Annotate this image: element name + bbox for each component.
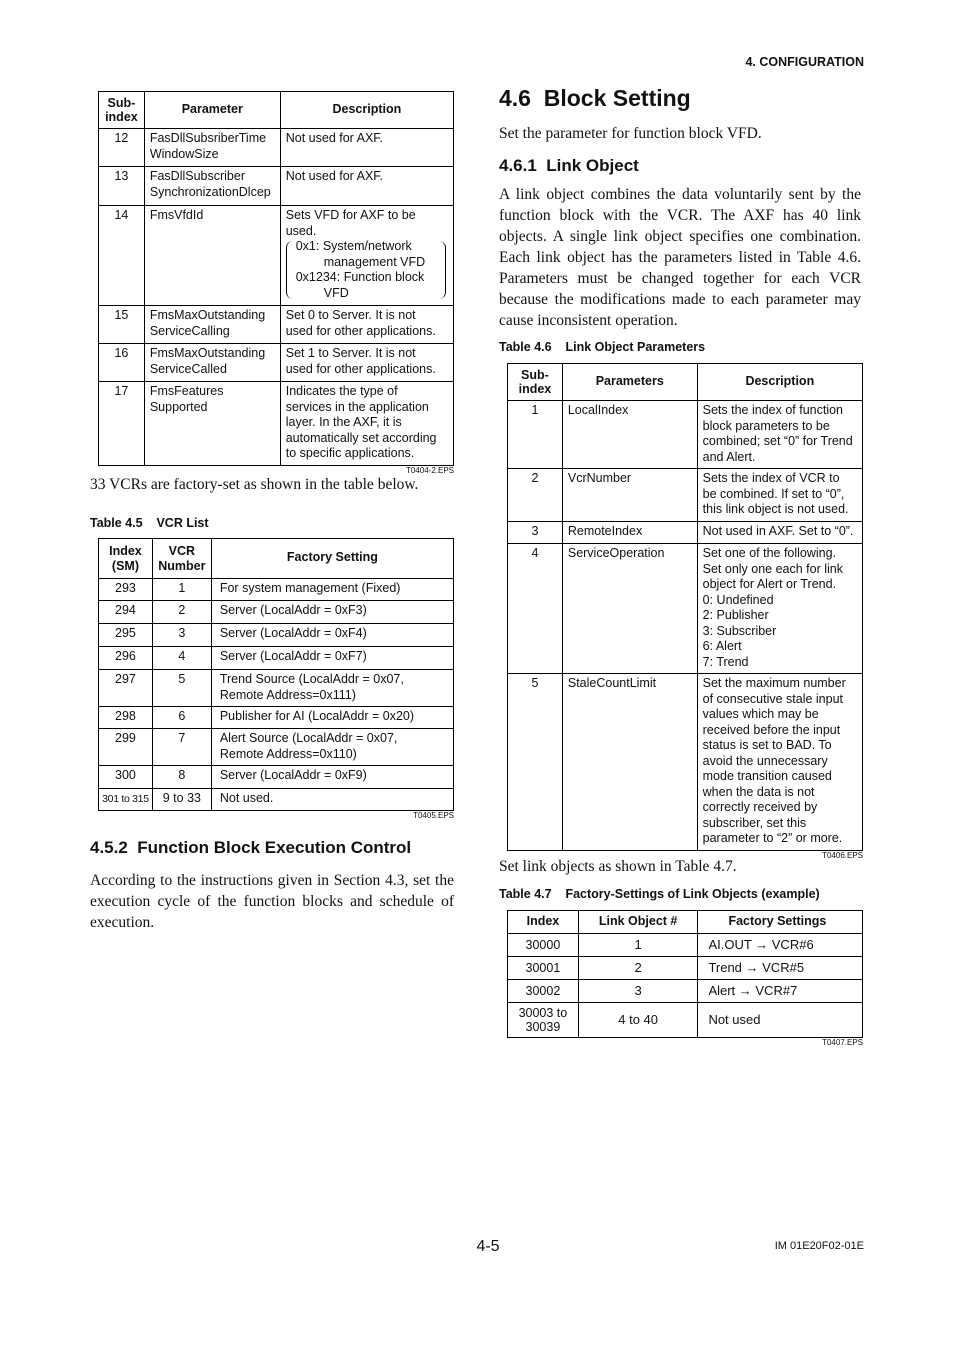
table-cell: 9 to 33 xyxy=(152,789,211,811)
column-header: Factory Settings xyxy=(698,911,863,934)
eps-label: T0405.EPS xyxy=(413,811,454,820)
table-cell: 299 xyxy=(99,729,153,766)
table-cell: FmsMaxOutstanding ServiceCalled xyxy=(144,344,280,382)
table-cell: 3 xyxy=(508,522,563,544)
table-cell: ServiceOperation xyxy=(562,544,697,674)
table-cell: FmsMaxOutstanding ServiceCalling xyxy=(144,306,280,344)
table-cell: 295 xyxy=(99,624,153,647)
table-row xyxy=(99,766,454,789)
table-cell: Set the maximum number of consecutive stale input values which may be received before the input status is set to BAD. To avoid the unnecessary mode transition caused when the data is not correctly received by subscriber, set this parameter to “2” or more. xyxy=(697,674,862,851)
table-vcr-list xyxy=(98,538,454,820)
table-row xyxy=(508,1003,863,1038)
table-cell: 2 xyxy=(152,601,211,624)
table-cell: StaleCountLimit xyxy=(562,674,697,851)
table-link-object-factory-settings xyxy=(507,910,863,1047)
table-row xyxy=(99,707,454,729)
eps-label: T0404-2.EPS xyxy=(405,465,454,475)
eps-label: T0407.EPS xyxy=(822,1038,863,1047)
table-cell: VcrNumber xyxy=(562,469,697,522)
column-header: Parameter xyxy=(144,92,280,129)
table-row xyxy=(99,206,454,306)
table-cell: 15 xyxy=(99,306,145,344)
vfd-options xyxy=(286,239,448,301)
column-header: Sub- index xyxy=(508,364,563,401)
table-cell: 1 xyxy=(578,934,698,957)
table-cell: Sets the index of function block parameters to be combined; set “0” for Trend and Alert. xyxy=(697,401,862,469)
table-row xyxy=(99,647,454,670)
table-caption: Table 4.5 VCR List xyxy=(90,516,209,530)
table-row xyxy=(99,579,454,601)
table-row xyxy=(99,167,454,206)
table-cell: 5 xyxy=(508,674,563,851)
table-cell: 2 xyxy=(578,957,698,980)
table-row xyxy=(99,306,454,344)
table-cell: FasDllSubsriberTime WindowSize xyxy=(144,129,280,167)
table-cell: Indicates the type of services in the application layer. In the AXF, it is automatically set according to specific applications. xyxy=(280,382,453,466)
page-number: 4-5 xyxy=(476,1238,500,1255)
option-line: 0x1234: Function block xyxy=(295,270,425,284)
table-cell: 1 xyxy=(152,579,211,601)
link-intro-text: Set link objects as shown in Table 4.7. xyxy=(499,858,737,875)
table-row xyxy=(99,129,454,167)
table-cell: Not used xyxy=(698,1003,863,1038)
table-cell: 12 xyxy=(99,129,145,167)
table-row xyxy=(508,469,863,522)
table-cell: FmsFeatures Supported xyxy=(144,382,280,466)
table-caption: Table 4.6 Link Object Parameters xyxy=(499,340,706,354)
table-cell: 13 xyxy=(99,167,145,206)
table-cell: Server (LocalAddr = 0xF9) xyxy=(211,766,453,789)
table-cell: 3 xyxy=(152,624,211,647)
table-fms-parameters xyxy=(98,91,454,475)
table-cell: 296 xyxy=(99,647,153,670)
table-row xyxy=(99,670,454,707)
table-cell xyxy=(280,206,453,306)
table-cell: 298 xyxy=(99,707,153,729)
table-row xyxy=(99,789,454,811)
table-cell: 297 xyxy=(99,670,153,707)
table-cell: Set 0 to Server. It is not used for other applications. xyxy=(280,306,453,344)
table-row xyxy=(99,382,454,466)
column-header: Description xyxy=(697,364,862,401)
table-cell: Set 1 to Server. It is not used for other applications. xyxy=(280,344,453,382)
column-header: Sub- index xyxy=(99,92,145,129)
table-cell: 1 xyxy=(508,401,563,469)
table-cell: 301 to 315 xyxy=(99,789,153,811)
document-id: IM 01E20F02-01E xyxy=(774,1240,864,1252)
table-cell: Sets the index of VCR to be combined. If set to “0”, this link object is not used. xyxy=(697,469,862,522)
table-cell: Trend Source (LocalAddr = 0x07, Remote Address=0x111) xyxy=(211,670,453,707)
column-header: Index xyxy=(508,911,579,934)
section-4-5-2-text: According to the instructions given in Section 4.3, set the execution cycle of the function blocks and schedule of execution. xyxy=(90,872,454,931)
column-header: Parameters xyxy=(562,364,697,401)
section-4-6-text: Set the parameter for function block VFD. xyxy=(499,125,762,142)
table-cell: Alert → VCR#7 xyxy=(698,980,863,1003)
table-row xyxy=(99,729,454,766)
table-cell: LocalIndex xyxy=(562,401,697,469)
table-caption: Table 4.7 Factory-Settings of Link Objects (example) xyxy=(499,887,820,901)
table-cell: 2 xyxy=(508,469,563,522)
option-line: VFD xyxy=(323,285,349,300)
table-cell: 17 xyxy=(99,382,145,466)
vcr-intro-text: 33 VCRs are factory-set as shown in the table below. xyxy=(90,476,419,493)
table-cell: 7 xyxy=(152,729,211,766)
table-cell: Publisher for AI (LocalAddr = 0x20) xyxy=(211,707,453,729)
table-cell: 8 xyxy=(152,766,211,789)
table-row xyxy=(99,624,454,647)
table-cell: 16 xyxy=(99,344,145,382)
option-line: management VFD xyxy=(323,254,426,269)
table-cell: 30003 to 30039 xyxy=(508,1003,579,1038)
table-cell: Server (LocalAddr = 0xF3) xyxy=(211,601,453,624)
table-cell: FasDllSubscriber SynchronizationDlcep xyxy=(144,167,280,206)
column-header: Index (SM) xyxy=(99,539,153,579)
section-heading-4-5-2: 4.5.2 Function Block Execution Control xyxy=(90,838,412,857)
option-line: 0x1: System/network xyxy=(295,239,412,253)
table-cell: Server (LocalAddr = 0xF7) xyxy=(211,647,453,670)
column-header: Description xyxy=(280,92,453,129)
table-cell: 3 xyxy=(578,980,698,1003)
table-cell: 4 to 40 xyxy=(578,1003,698,1038)
section-heading-4-6-1: 4.6.1 Link Object xyxy=(499,156,639,175)
running-header: 4. CONFIGURATION xyxy=(745,55,864,69)
table-cell: 30000 xyxy=(508,934,579,957)
table-cell: Alert Source (LocalAddr = 0x07, Remote Address=0x110) xyxy=(211,729,453,766)
table-row xyxy=(99,601,454,624)
column-header: Factory Setting xyxy=(211,539,453,579)
table-row xyxy=(99,344,454,382)
table-cell: Not used in AXF. Set to “0”. xyxy=(697,522,862,544)
table-cell: Not used for AXF. xyxy=(280,167,453,206)
table-cell: Not used for AXF. xyxy=(280,129,453,167)
table-cell: 14 xyxy=(99,206,145,306)
table-link-object-parameters xyxy=(507,363,863,860)
table-cell: 30001 xyxy=(508,957,579,980)
table-cell: RemoteIndex xyxy=(562,522,697,544)
table-cell: 293 xyxy=(99,579,153,601)
table-cell: Not used. xyxy=(211,789,453,811)
table-cell: 294 xyxy=(99,601,153,624)
table-cell: 30002 xyxy=(508,980,579,1003)
description-intro: Sets VFD for AXF to be used. xyxy=(285,208,416,238)
table-row xyxy=(508,522,863,544)
table-row xyxy=(508,980,863,1003)
table-cell: 4 xyxy=(152,647,211,670)
table-cell: For system management (Fixed) xyxy=(211,579,453,601)
table-cell: Set one of the following. Set only one each for link object for Alert or Trend. 0: Undefined 2: Publisher 3: Subscriber 6: Alert 7: Trend xyxy=(697,544,862,674)
table-cell: 4 xyxy=(508,544,563,674)
section-4-6-1-text: A link object combines the data voluntarily sent by the function block with the VCR. The AXF has 40 link objects. A single link object specifies one combination. Each link object has the parameters listed in Table 4.6. Parameters must be changed together for each VCR because the modifications made to each parameter may cause inconsistent operation. xyxy=(499,186,861,329)
table-cell: 300 xyxy=(99,766,153,789)
eps-label: T0406.EPS xyxy=(822,850,863,860)
table-cell: 6 xyxy=(152,707,211,729)
column-header: Link Object # xyxy=(578,911,698,934)
table-row xyxy=(508,401,863,469)
table-cell: AI.OUT → VCR#6 xyxy=(698,934,863,957)
table-row xyxy=(508,544,863,674)
table-cell: 5 xyxy=(152,670,211,707)
table-row xyxy=(508,957,863,980)
table-row xyxy=(508,934,863,957)
table-row xyxy=(508,674,863,851)
table-cell: Server (LocalAddr = 0xF4) xyxy=(211,624,453,647)
section-heading-4-6: 4.6 Block Setting xyxy=(499,85,691,111)
column-header: VCR Number xyxy=(152,539,211,579)
table-cell: Trend → VCR#5 xyxy=(698,957,863,980)
table-cell: FmsVfdId xyxy=(144,206,280,306)
